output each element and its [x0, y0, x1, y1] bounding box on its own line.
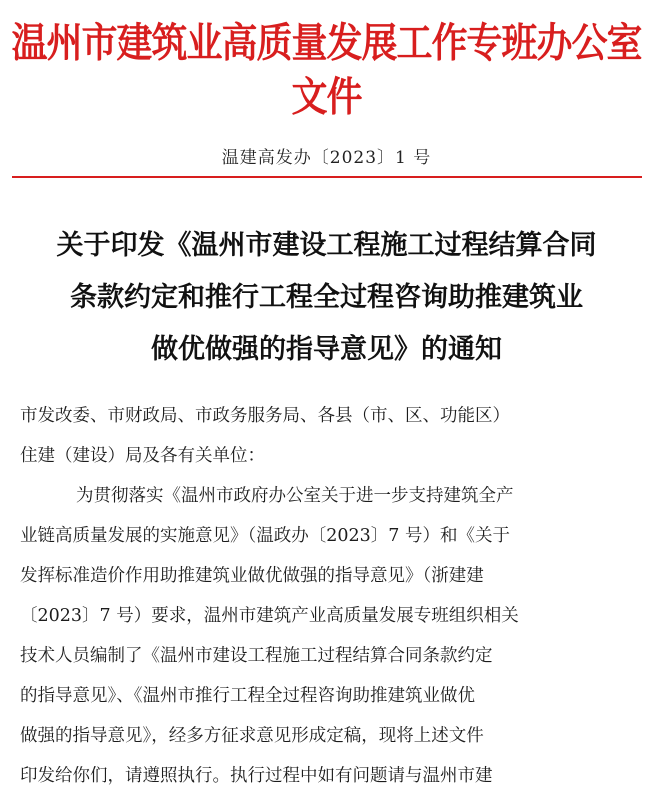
paragraph-line: 技术人员编制了《温州市建设工程施工过程结算合同条款约定: [20, 646, 493, 666]
notice-title: [0, 220, 653, 376]
document-number: 温建高发办〔2023〕1 号: [221, 148, 432, 168]
paragraph-line: 印发给你们，请遵照执行。执行过程中如有问题请与温州市建: [20, 766, 493, 786]
paragraph-line: 为贯彻落实《温州市政府办公室关于进一步支持建筑全产: [76, 486, 514, 506]
paragraph-line: 发挥标准造价作用助推建筑业做优做强的指导意见》（浙建建: [20, 566, 484, 586]
document-header-title: 温州市建筑业高质量发展工作专班办公室文件: [11, 19, 642, 121]
recipients-line: 住建（建设）局及各有关单位：: [20, 446, 265, 466]
title-line: 关于印发《温州市建设工程施工过程结算合同: [56, 230, 597, 261]
paragraph-line: 业链高质量发展的实施意见》（温政办〔2023〕7 号）和《关于: [20, 526, 510, 546]
title-line: 条款约定和推行工程全过程咨询助推建筑业: [70, 282, 583, 313]
header-divider: [12, 176, 642, 178]
paragraph-line: 的指导意见》、《温州市推行工程全过程咨询助推建筑业做优: [20, 686, 475, 706]
recipients-line: 市发改委、市财政局、市政务服务局、各县（市、区、功能区）: [20, 406, 510, 426]
title-line: 做优做强的指导意见》的通知: [151, 334, 502, 365]
paragraph-line: 做强的指导意见》，经多方征求意见形成定稿，现将上述文件: [20, 726, 484, 746]
document-body: [20, 396, 632, 796]
paragraph-line: 〔2023〕7 号）要求，温州市建筑产业高质量发展专班组织相关: [20, 606, 519, 626]
